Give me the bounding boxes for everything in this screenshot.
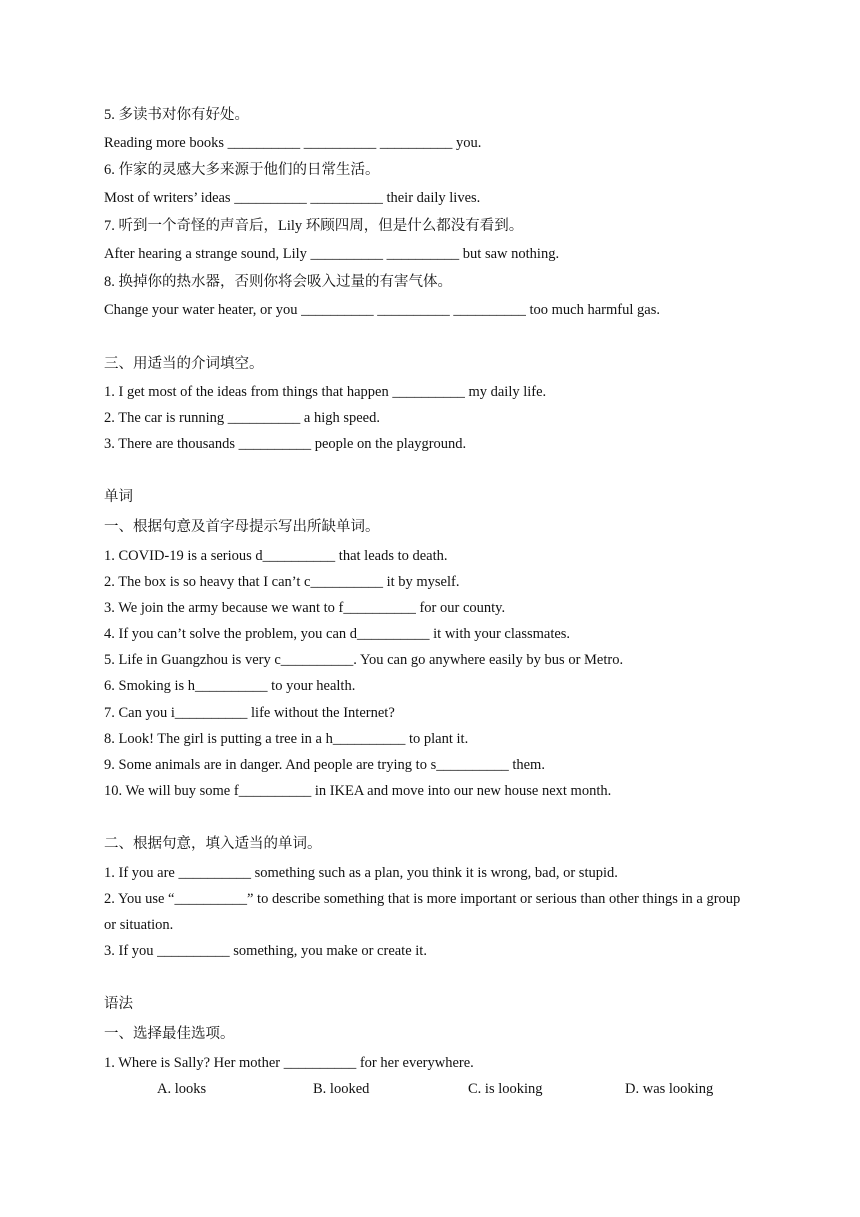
translation-item-7-chinese: 7. 听到一个奇怪的声音后，Lily 环顾四周，但是什么都没有看到。	[104, 218, 524, 234]
vocabulary-s2-item-3: 3. If you __________ something, you make or create it.	[104, 943, 427, 959]
translation-item-5-chinese: 5. 多读书对你有好处。	[104, 107, 249, 123]
option-b: B. looked	[313, 1081, 370, 1097]
vocabulary-item-1: 1. COVID-19 is a serious d__________ that leads to death.	[104, 548, 448, 564]
prepositions-item-3: 3. There are thousands __________ people on the playground.	[104, 436, 467, 452]
option-d: D. was looking	[625, 1081, 714, 1097]
vocabulary-s2-item-1: 1. If you are __________ something such as a plan, you think it is wrong, bad, or stupid.	[104, 865, 618, 881]
vocabulary-item-7: 7. Can you i__________ life without the Internet?	[104, 705, 395, 721]
vocabulary-item-9: 9. Some animals are in danger. And people are trying to s__________ them.	[104, 757, 545, 773]
prepositions-item-2: 2. The car is running __________ a high speed.	[104, 410, 380, 426]
vocabulary-item-6: 6. Smoking is h__________ to your health.	[104, 678, 356, 694]
vocabulary-item-10: 10. We will buy some f__________ in IKEA and move into our new house next month.	[104, 783, 612, 799]
vocabulary-s2-item-2: 2. You use “__________” to describe something that is more important or serious than other things in a group or situation.	[104, 891, 741, 933]
vocabulary-item-8: 8. Look! The girl is putting a tree in a h__________ to plant it.	[104, 731, 469, 747]
vocabulary-section1-heading: 一、根据句意及首字母提示写出所缺单词。	[104, 519, 380, 535]
vocabulary-title: 单词	[104, 489, 133, 505]
prepositions-item-1: 1. I get most of the ideas from things that happen __________ my daily life.	[104, 384, 547, 400]
vocabulary-item-2: 2. The box is so heavy that I can’t c__________ it by myself.	[104, 574, 460, 590]
translation-item-8-chinese: 8. 换掉你的热水器，否则你将会吸入过量的有害气体。	[104, 274, 452, 290]
vocabulary-item-3: 3. We join the army because we want to f__________ for our county.	[104, 600, 506, 616]
vocabulary-item-5: 5. Life in Guangzhou is very c__________. You can go anywhere easily by bus or Metro.	[104, 652, 624, 668]
translation-item-6-english: Most of writers’ ideas __________ __________ their daily lives.	[104, 190, 481, 206]
vocabulary-section2-heading: 二、根据句意，填入适当的单词。	[104, 836, 322, 852]
translation-item-6-chinese: 6. 作家的灵感大多来源于他们的日常生活。	[104, 162, 380, 178]
grammar-question-1: 1. Where is Sally? Her mother __________ for her everywhere.	[104, 1055, 474, 1071]
translation-item-8-english: Change your water heater, or you __________ __________ __________ too much harmful gas.	[104, 302, 660, 318]
grammar-title: 语法	[104, 996, 133, 1012]
prepositions-heading: 三、用适当的介词填空。	[104, 356, 264, 372]
translation-item-5-english: Reading more books __________ __________ __________ you.	[104, 135, 482, 151]
option-c: C. is looking	[468, 1081, 543, 1097]
option-a: A. looks	[157, 1081, 207, 1097]
vocabulary-item-4: 4. If you can’t solve the problem, you can d__________ it with your classmates.	[104, 626, 571, 642]
grammar-section1-heading: 一、选择最佳选项。	[104, 1026, 235, 1042]
translation-item-7-english: After hearing a strange sound, Lily __________ __________ but saw nothing.	[104, 246, 560, 262]
